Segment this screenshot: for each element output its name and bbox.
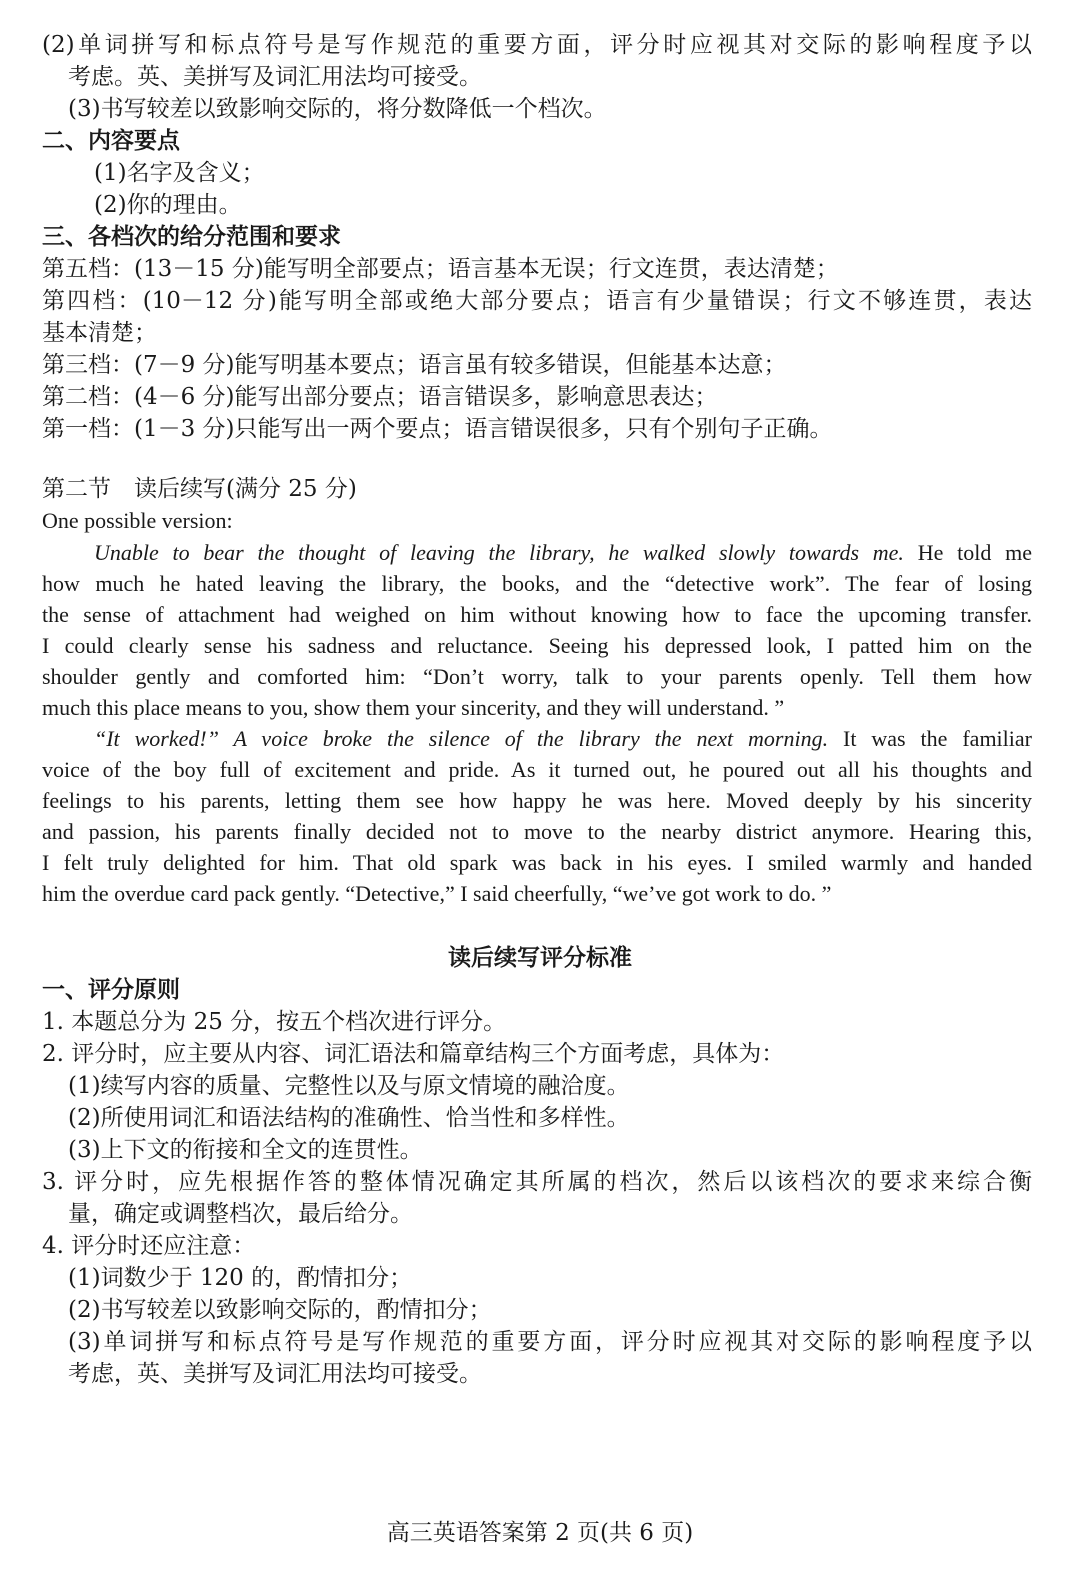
criteria-heading: 一、评分原则 bbox=[42, 976, 180, 1003]
criteria-line: 量，确定或调整档次，最后给分。 bbox=[68, 1201, 413, 1227]
criteria-line: (1)词数少于 120 的，酌情扣分； bbox=[68, 1265, 413, 1291]
part2-title: 第二节 读后续写(满分 25 分) bbox=[42, 476, 357, 502]
version-label: One possible version: bbox=[42, 508, 233, 533]
top-line-1: (2)单词拼写和标点符号是写作规范的重要方面，评分时应视其对交际的影响程度予以 bbox=[42, 32, 1032, 58]
essay-p2-line: him the overdue card pack gently. “Detective,” I said cheerfully, “we’ve got work to do. ” bbox=[42, 881, 832, 906]
grade-4-cont: 基本清楚； bbox=[42, 320, 157, 346]
essay-p1-line: I could clearly sense his sadness and reluctance. Seeing his depressed look, I patted him on the bbox=[42, 633, 1032, 658]
essay-p2-line: feelings to his parents, letting them see how happy he was here. Moved deeply by his sincerity bbox=[42, 788, 1032, 813]
criteria-line: 2. 评分时，应主要从内容、词汇语法和篇章结构三个方面考虑，具体为： bbox=[42, 1041, 785, 1067]
criteria-line: 考虑，英、美拼写及词汇用法均可接受。 bbox=[68, 1361, 482, 1387]
criteria-line: (2)所使用词汇和语法结构的准确性、恰当性和多样性。 bbox=[68, 1105, 630, 1131]
essay-p2-rest: It was the familiar bbox=[828, 726, 1032, 751]
content-point-2: (2)你的理由。 bbox=[94, 192, 242, 218]
criteria-line: (2)书写较差以致影响交际的，酌情扣分； bbox=[68, 1297, 492, 1323]
essay-p2-italic: “It worked!” A voice broke the silence of the library the next morning. bbox=[94, 726, 829, 751]
criteria-line: 1. 本题总分为 25 分，按五个档次进行评分。 bbox=[42, 1009, 507, 1035]
essay-p1-first-line bbox=[94, 538, 1032, 568]
essay-p2-first-line bbox=[94, 724, 1032, 754]
essay-p1-line: how much he hated leaving the library, the books, and the “detective work”. The fear of losing bbox=[42, 571, 1032, 596]
grade-4: 第四档：(10－12 分)能写明全部或绝大部分要点；语言有少量错误；行文不够连贯，表达 bbox=[42, 288, 1032, 314]
essay-p1-rest: He told me bbox=[903, 540, 1032, 565]
criteria-line: 4. 评分时还应注意： bbox=[42, 1233, 256, 1259]
grade-5: 第五档：(13－15 分)能写明全部要点；语言基本无误；行文连贯，表达清楚； bbox=[42, 256, 839, 282]
grade-1: 第一档：(1－3 分)只能写出一两个要点；语言错误很多，只有个别句子正确。 bbox=[42, 416, 833, 442]
criteria-line: (1)续写内容的质量、完整性以及与原文情境的融洽度。 bbox=[68, 1073, 630, 1099]
essay-p1-line: the sense of attachment had weighed on him without knowing how to face the upcoming transfer. bbox=[42, 602, 1032, 627]
top-line-3: (3)书写较差以致影响交际的，将分数降低一个档次。 bbox=[68, 96, 607, 122]
essay-p2-line: I felt truly delighted for him. That old spark was back in his eyes. I smiled warmly and handed bbox=[42, 850, 1032, 875]
grade-2: 第二档：(4－6 分)能写出部分要点；语言错误多，影响意思表达； bbox=[42, 384, 718, 410]
criteria-title: 读后续写评分标准 bbox=[448, 944, 632, 971]
essay-p1-italic: Unable to bear the thought of leaving the library, he walked slowly towards me. bbox=[94, 540, 904, 565]
criteria-line: (3)单词拼写和标点符号是写作规范的重要方面，评分时应视其对交际的影响程度予以 bbox=[68, 1329, 1032, 1355]
essay-p2-line: and passion, his parents finally decided not to move to the nearby district anymore. Hearing this, bbox=[42, 819, 1032, 844]
page-footer: 高三英语答案第 2 页(共 6 页) bbox=[386, 1520, 694, 1546]
grade-3: 第三档：(7－9 分)能写明基本要点；语言虽有较多错误，但能基本达意； bbox=[42, 352, 787, 378]
essay-p2-line: voice of the boy full of excitement and pride. As it turned out, he poured out all his thoughts and bbox=[42, 757, 1032, 782]
content-point-1: (1)名字及含义； bbox=[94, 160, 265, 186]
essay-p1-line: much this place means to you, show them your sincerity, and they will understand. ” bbox=[42, 695, 785, 720]
content-points-heading: 二、内容要点 bbox=[42, 127, 180, 154]
grade-range-heading: 三、各档次的给分范围和要求 bbox=[42, 223, 341, 250]
top-line-2: 考虑。英、美拼写及词汇用法均可接受。 bbox=[68, 64, 482, 90]
criteria-line: (3)上下文的衔接和全文的连贯性。 bbox=[68, 1137, 423, 1163]
criteria-line: 3. 评分时，应先根据作答的整体情况确定其所属的档次，然后以该档次的要求来综合衡 bbox=[42, 1169, 1032, 1195]
essay-p1-line: shoulder gently and comforted him: “Don’t worry, talk to your parents openly. Tell them how bbox=[42, 664, 1032, 689]
